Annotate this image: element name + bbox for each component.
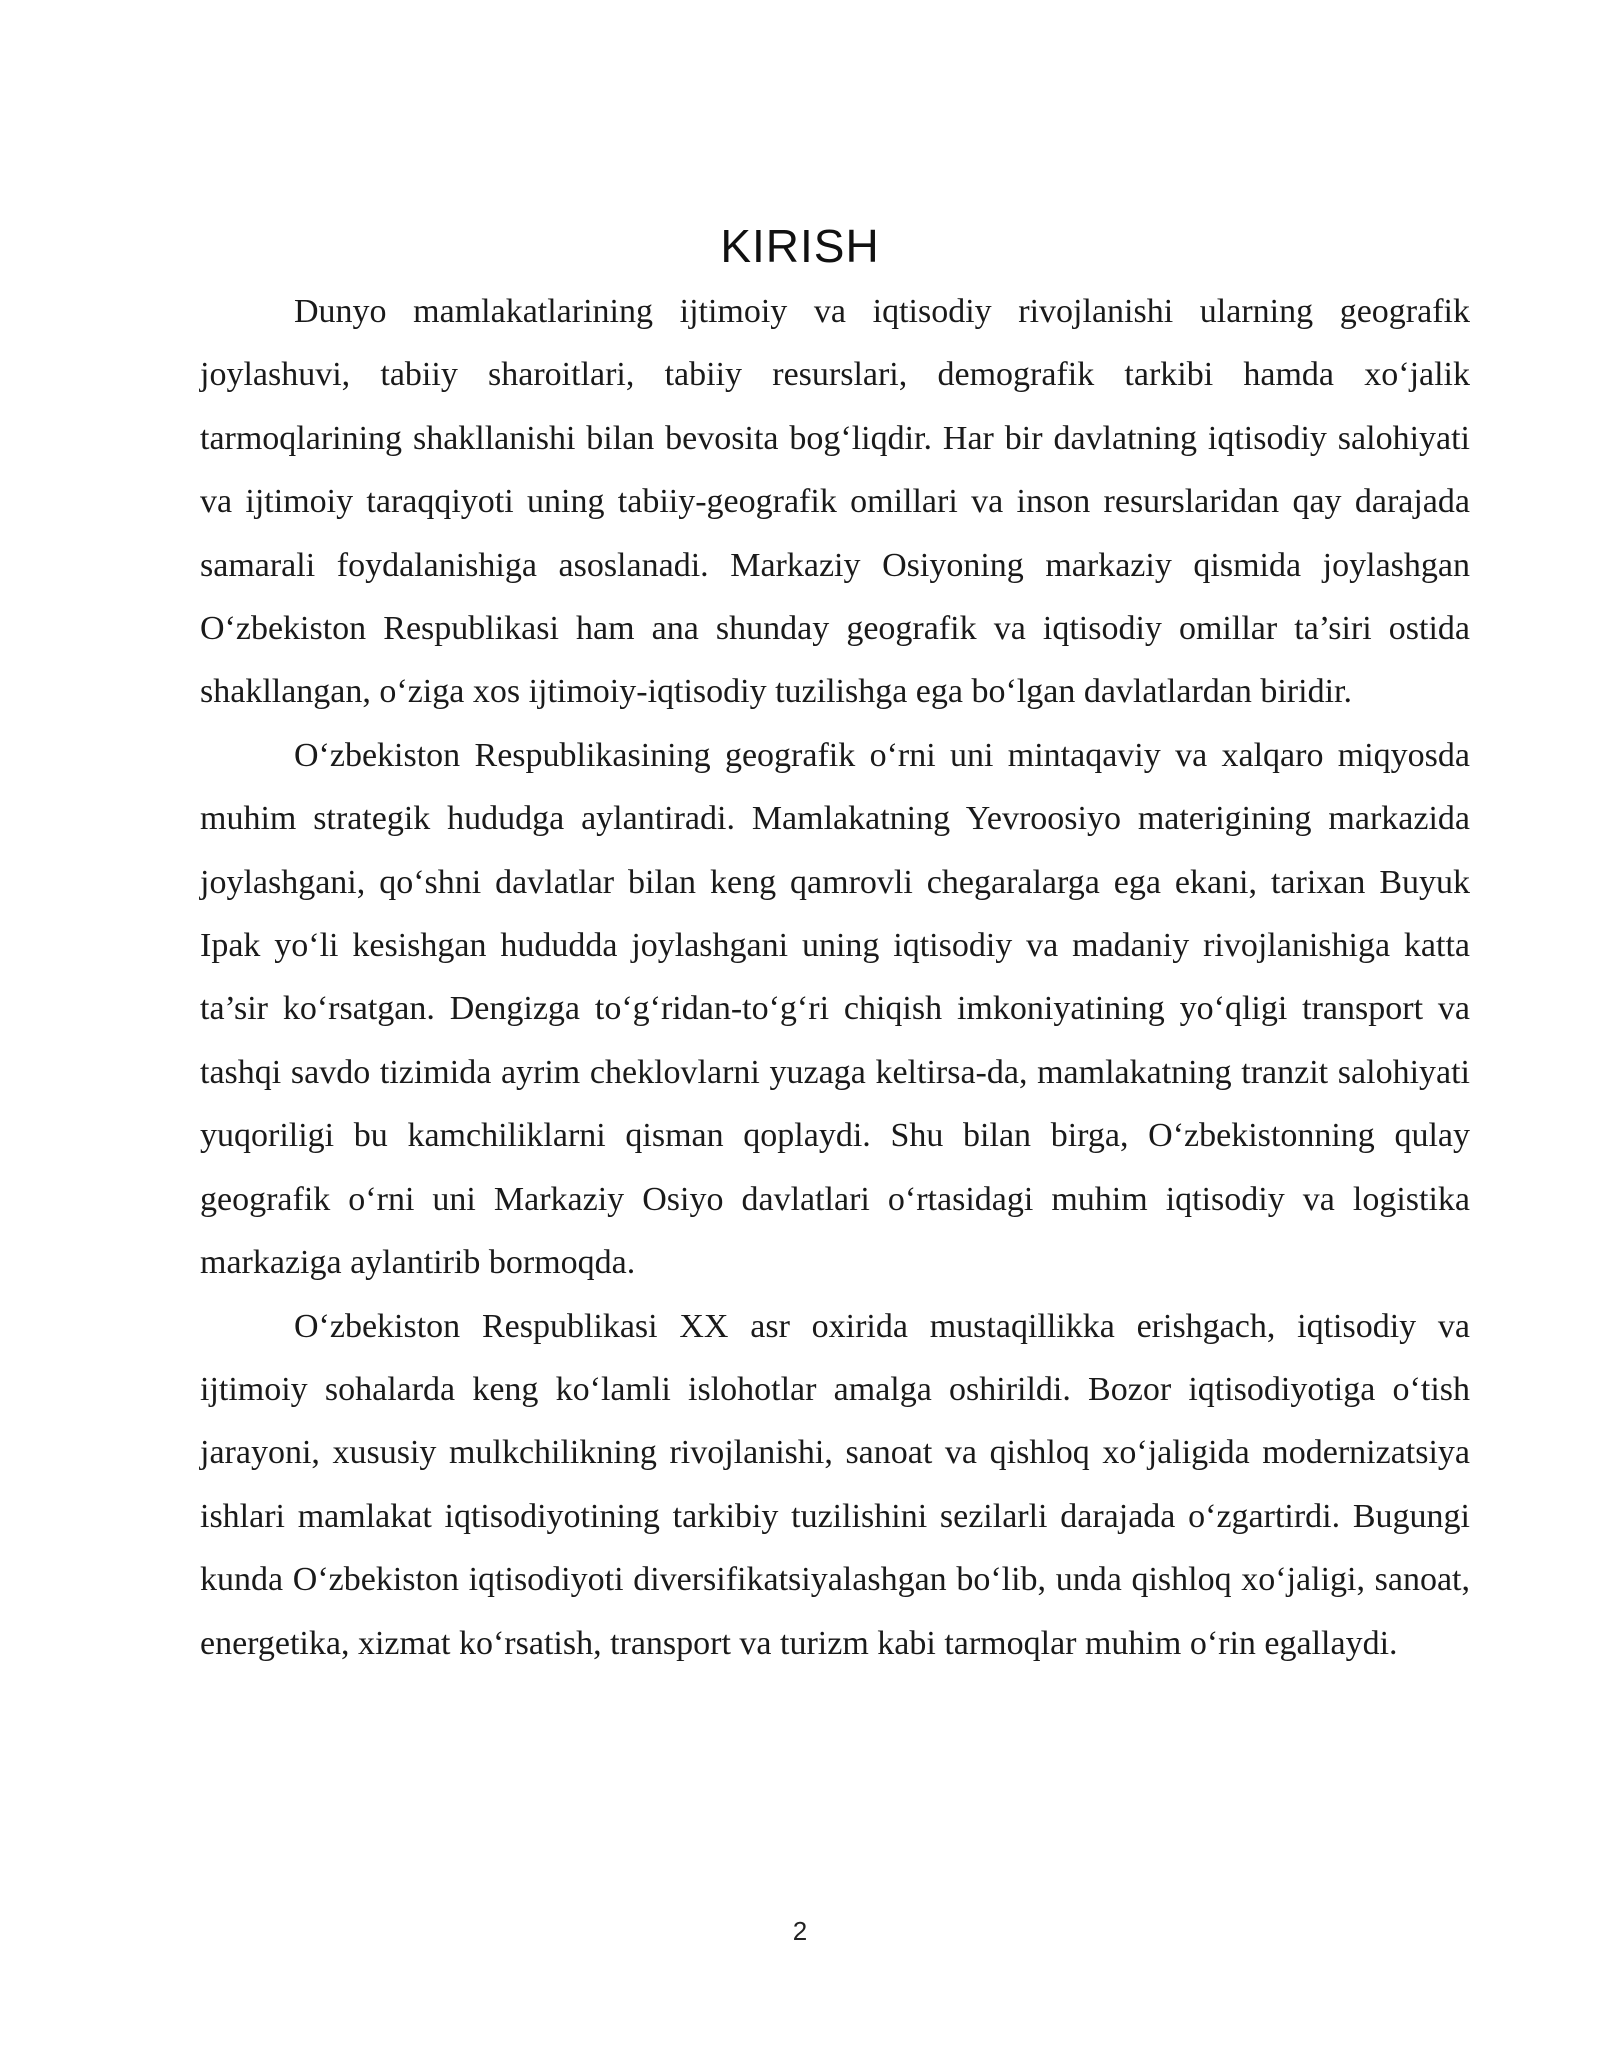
paragraph-3: O‘zbekiston Respublikasi XX asr oxirida mustaqillikka erishgach, iqtisodiy va ijtimoiy sohalarda keng ko‘lamli islohotlar amalga oshirildi. Bozor iqtisodiyotiga o‘tish jarayoni, xususiy mulkchilikning rivojlanishi, sanoat va qishloq xo‘jaligida modernizatsiya ishlari mamlakat iqtisodiyotining tarkibiy tuzilishini sezilarli darajada o‘zgartirdi. Bugungi kunda O‘zbekiston iqtisodiyoti diversifikatsiyalashgan bo‘lib, unda qishloq xo‘jaligi, sanoat, energetika, xizmat ko‘rsatish, transport va turizm kabi tarmoqlar muhim o‘rin egallaydi. [200, 1307, 1470, 1662]
page-title: KIRISH [720, 220, 880, 272]
page-number: 2 [792, 1916, 808, 1946]
paragraph-1: Dunyo mamlakatlarining ijtimoiy va iqtisodiy rivojlanishi ularning geografik joylashuvi, tabiiy sharoitlari, tabiiy resurslari, demografik tarkibi hamda xo‘jalik tarmoqlarining shakllanishi bilan bevosita bog‘liqdir. Har bir davlatning iqtisodiy salohiyati va ijtimoiy taraqqiyoti uning tabiiy-geografik omillari va inson resurslaridan qay darajada samarali foydalanishiga asoslanadi. Markaziy Osiyoning markaziy qismida joylashgan O‘zbekiston Respublikasi ham ana shunday geografik va iqtisodiy omillar ta’siri ostida shakllangan, o‘ziga xos ijtimoiy-iqtisodiy tuzilishga ega bo‘lgan davlatlardan biridir. [200, 293, 1470, 711]
paragraph-2: O‘zbekiston Respublikasining geografik o‘rni uni mintaqaviy va xalqaro miqyosda muhim strategik hududga aylantiradi. Mamlakatning Yevroosiyo materigining markazida joylashgani, qo‘shni davlatlar bilan keng qamrovli chegaralarga ega ekani, tarixan Buyuk Ipak yo‘li kesishgan hududda joylashgani uning iqtisodiy va madaniy rivojlanishiga katta ta’sir ko‘rsatgan. Dengizga to‘g‘ridan-to‘g‘ri chiqish imkoniyatining yo‘qligi transport va tashqi savdo tizimida ayrim cheklovlarni yuzaga keltirsa-da, mamlakatning tranzit salohiyati yuqoriligi bu kamchiliklarni qisman qoplaydi. Shu bilan birga, O‘zbekistonning qulay geografik o‘rni uni Markaziy Osiyo davlatlari o‘rtasidagi muhim iqtisodiy va logistika markaziga aylantirib bormoqda. [200, 736, 1470, 1282]
body-text [200, 280, 1470, 1675]
